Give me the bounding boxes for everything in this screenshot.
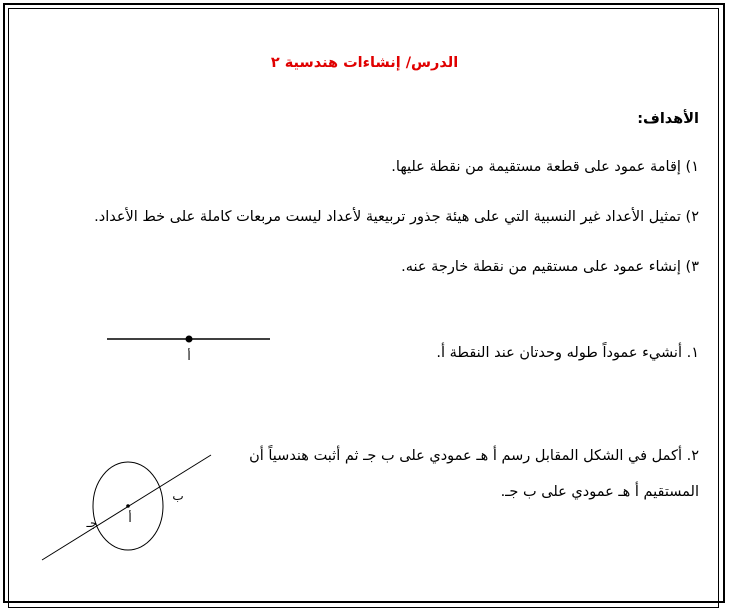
- objective-item-1: ١) إقامة عمود على قطعة مستقيمة من نقطة عليها.: [391, 159, 699, 175]
- exercise-1-text: ١. أنشيء عموداً طوله وحدتان عند النقطة أ.: [436, 345, 699, 361]
- exercise-1-figure: [107, 336, 270, 364]
- objective-item-3: ٣) إنشاء عمود على مستقيم من نقطة خارجة عنه.: [401, 259, 699, 275]
- exercise-2-line-1: ٢. أكمل في الشكل المقابل رسم أ هـ عمودي على ب جـ ثم أثبت هندسياً أن: [249, 448, 699, 464]
- objectives-heading: الأهداف:: [637, 111, 699, 127]
- exercise-2-figure: [42, 455, 211, 560]
- center-point-dot: [126, 504, 130, 508]
- line-bc: [42, 455, 211, 560]
- objective-item-2: ٢) تمثيل الأعداد غير النسبية التي على هيئة جذور تربيعية لأعداد ليست مربعات كاملة على خط الأعداد.: [94, 209, 699, 225]
- label-b: ب: [172, 489, 184, 503]
- point-a-dot: [186, 336, 193, 343]
- point-a-label: أ: [187, 349, 191, 363]
- label-a: أ: [128, 511, 132, 525]
- exercise-2-line-2: المستقيم أ هـ عمودي على ب جـ.: [500, 484, 699, 500]
- label-c: جـ: [86, 516, 98, 530]
- lesson-title: الدرس/ إنشاءات هندسية ٢: [270, 55, 459, 71]
